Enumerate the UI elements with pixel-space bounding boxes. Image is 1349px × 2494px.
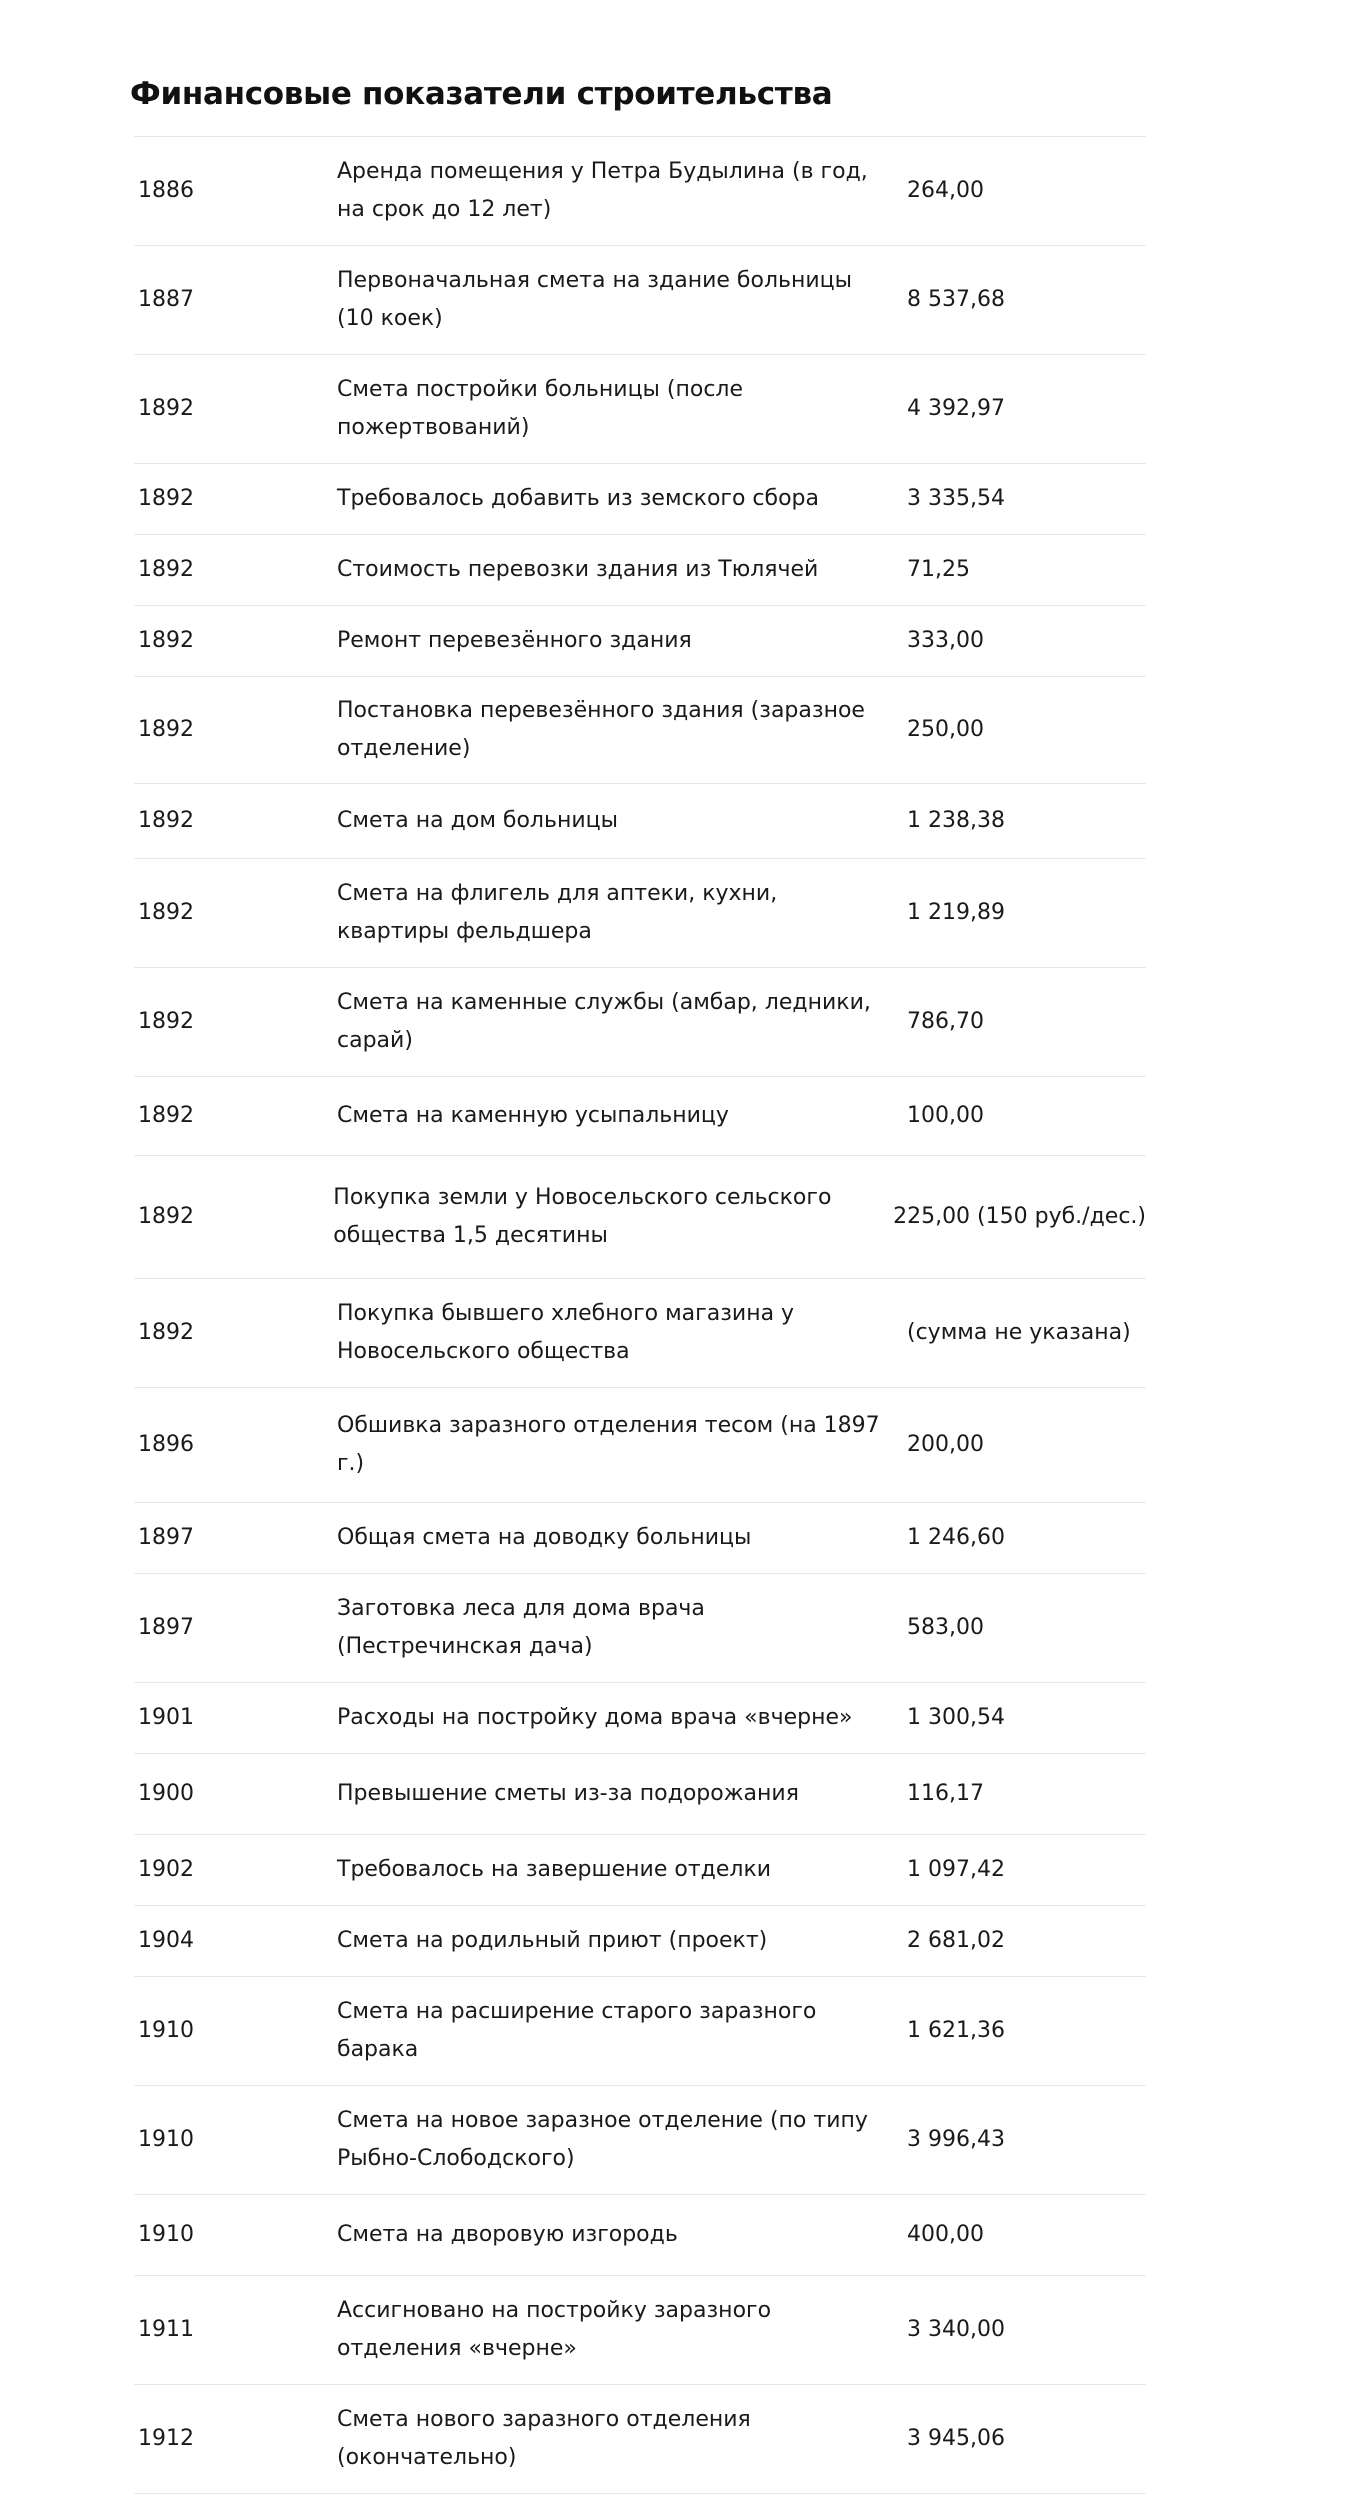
table-row xyxy=(134,355,1146,464)
description-cell: Покупка земли у Новосельского сельского общества 1,5 десятины xyxy=(333,1185,832,1248)
table-row xyxy=(134,2195,1146,2276)
table-row xyxy=(134,1156,1146,1279)
table-row xyxy=(134,968,1146,1077)
description-cell: Постановка перевезённого здания (заразное отделение) xyxy=(337,698,865,761)
table-row xyxy=(134,137,1146,246)
description-cell: Смета нового заразного отделения (окончательно) xyxy=(337,2407,751,2470)
table-row xyxy=(134,464,1146,535)
year-cell: 1910 xyxy=(138,2018,194,2043)
table-row xyxy=(134,606,1146,677)
description-cell: Расходы на постройку дома врача «вчерне» xyxy=(337,1705,853,1730)
description-cell: Превышение сметы из-за подорожания xyxy=(337,1781,799,1806)
table-row xyxy=(134,1077,1146,1156)
year-cell: 1892 xyxy=(138,1320,194,1345)
year-cell: 1886 xyxy=(138,178,194,203)
amount-cell: 264,00 xyxy=(907,178,984,203)
year-cell: 1902 xyxy=(138,1857,194,1882)
table-row xyxy=(134,1906,1146,1977)
table-row xyxy=(134,1683,1146,1754)
description-cell: Смета постройки больницы (после пожертвований) xyxy=(337,377,744,440)
description-cell: Смета на расширение старого заразного барака xyxy=(337,1999,817,2062)
table-row xyxy=(134,1835,1146,1906)
description-cell: Аренда помещения у Петра Будылина (в год, на срок до 12 лет) xyxy=(337,159,868,222)
amount-cell: 250,00 xyxy=(907,717,984,742)
table-row xyxy=(134,535,1146,606)
amount-cell: 3 945,06 xyxy=(907,2426,1005,2451)
year-cell: 1911 xyxy=(138,2317,194,2342)
description-cell: Стоимость перевозки здания из Тюлячей xyxy=(337,557,819,582)
amount-cell: 1 238,38 xyxy=(907,808,1005,833)
description-cell: Требовалось добавить из земского сбора xyxy=(337,486,819,511)
amount-cell: 100,00 xyxy=(907,1103,984,1128)
amount-cell: 1 246,60 xyxy=(907,1525,1005,1550)
year-cell: 1892 xyxy=(138,1204,194,1229)
amount-cell: 116,17 xyxy=(907,1781,984,1806)
table-row xyxy=(134,246,1146,355)
amount-cell: 200,00 xyxy=(907,1432,984,1457)
finance-table xyxy=(134,136,1146,2494)
year-cell: 1887 xyxy=(138,287,194,312)
table-row xyxy=(134,2385,1146,2494)
year-cell: 1892 xyxy=(138,900,194,925)
description-cell: Общая смета на доводку больницы xyxy=(337,1525,752,1550)
description-cell: Смета на каменные службы (амбар, ледники, сарай) xyxy=(337,990,871,1053)
amount-cell: 1 219,89 xyxy=(907,900,1005,925)
table-row xyxy=(134,1388,1146,1503)
amount-cell: 2 681,02 xyxy=(907,1928,1005,1953)
amount-cell: 4 392,97 xyxy=(907,396,1005,421)
year-cell: 1892 xyxy=(138,808,194,833)
year-cell: 1892 xyxy=(138,628,194,653)
table-row xyxy=(134,859,1146,968)
year-cell: 1900 xyxy=(138,1781,194,1806)
amount-cell: 1 621,36 xyxy=(907,2018,1005,2043)
description-cell: Смета на родильный приют (проект) xyxy=(337,1928,768,1953)
year-cell: 1912 xyxy=(138,2426,194,2451)
amount-cell: 71,25 xyxy=(907,557,970,582)
amount-cell: 225,00 (150 руб./дес.) xyxy=(893,1204,1146,1229)
description-cell: Ремонт перевезённого здания xyxy=(337,628,692,653)
page-title: Финансовые показатели строительства xyxy=(130,76,833,112)
year-cell: 1892 xyxy=(138,557,194,582)
description-cell: Смета на флигель для аптеки, кухни, квартиры фельдшера xyxy=(337,881,778,944)
description-cell: Требовалось на завершение отделки xyxy=(337,1857,772,1882)
amount-cell: 400,00 xyxy=(907,2222,984,2247)
table-row xyxy=(134,1977,1146,2086)
description-cell: Смета на дворовую изгородь xyxy=(337,2222,678,2247)
year-cell: 1896 xyxy=(138,1432,194,1457)
year-cell: 1892 xyxy=(138,486,194,511)
amount-cell: 3 996,43 xyxy=(907,2127,1005,2152)
year-cell: 1892 xyxy=(138,1009,194,1034)
amount-cell: 1 097,42 xyxy=(907,1857,1005,1882)
amount-cell: 8 537,68 xyxy=(907,287,1005,312)
table-row xyxy=(134,2276,1146,2385)
description-cell: Смета на новое заразное отделение (по типу Рыбно-Слободского) xyxy=(337,2108,868,2171)
description-cell: Обшивка заразного отделения тесом (на 1897 г.) xyxy=(337,1413,880,1476)
description-cell: Смета на дом больницы xyxy=(337,808,618,833)
amount-cell: 3 340,00 xyxy=(907,2317,1005,2342)
description-cell: Ассигновано на постройку заразного отделения «вчерне» xyxy=(337,2298,772,2361)
description-cell: Смета на каменную усыпальницу xyxy=(337,1103,729,1128)
year-cell: 1910 xyxy=(138,2222,194,2247)
amount-cell: 583,00 xyxy=(907,1615,984,1640)
year-cell: 1892 xyxy=(138,396,194,421)
description-cell: Первоначальная смета на здание больницы (10 коек) xyxy=(337,268,852,331)
table-row xyxy=(134,2086,1146,2195)
table-row xyxy=(134,784,1146,859)
table-row xyxy=(134,1503,1146,1574)
year-cell: 1897 xyxy=(138,1615,194,1640)
year-cell: 1892 xyxy=(138,717,194,742)
year-cell: 1904 xyxy=(138,1928,194,1953)
table-row xyxy=(134,1754,1146,1835)
year-cell: 1901 xyxy=(138,1705,194,1730)
amount-cell: 786,70 xyxy=(907,1009,984,1034)
description-cell: Покупка бывшего хлебного магазина у Новосельского общества xyxy=(337,1301,795,1364)
amount-cell: 333,00 xyxy=(907,628,984,653)
amount-cell: 3 335,54 xyxy=(907,486,1005,511)
table-row xyxy=(134,1574,1146,1683)
table-row xyxy=(134,677,1146,784)
amount-cell: 1 300,54 xyxy=(907,1705,1005,1730)
year-cell: 1897 xyxy=(138,1525,194,1550)
amount-cell: (сумма не указана) xyxy=(907,1320,1131,1345)
year-cell: 1910 xyxy=(138,2127,194,2152)
table-row xyxy=(134,1279,1146,1388)
description-cell: Заготовка леса для дома врача (Пестречинская дача) xyxy=(337,1596,705,1659)
year-cell: 1892 xyxy=(138,1103,194,1128)
